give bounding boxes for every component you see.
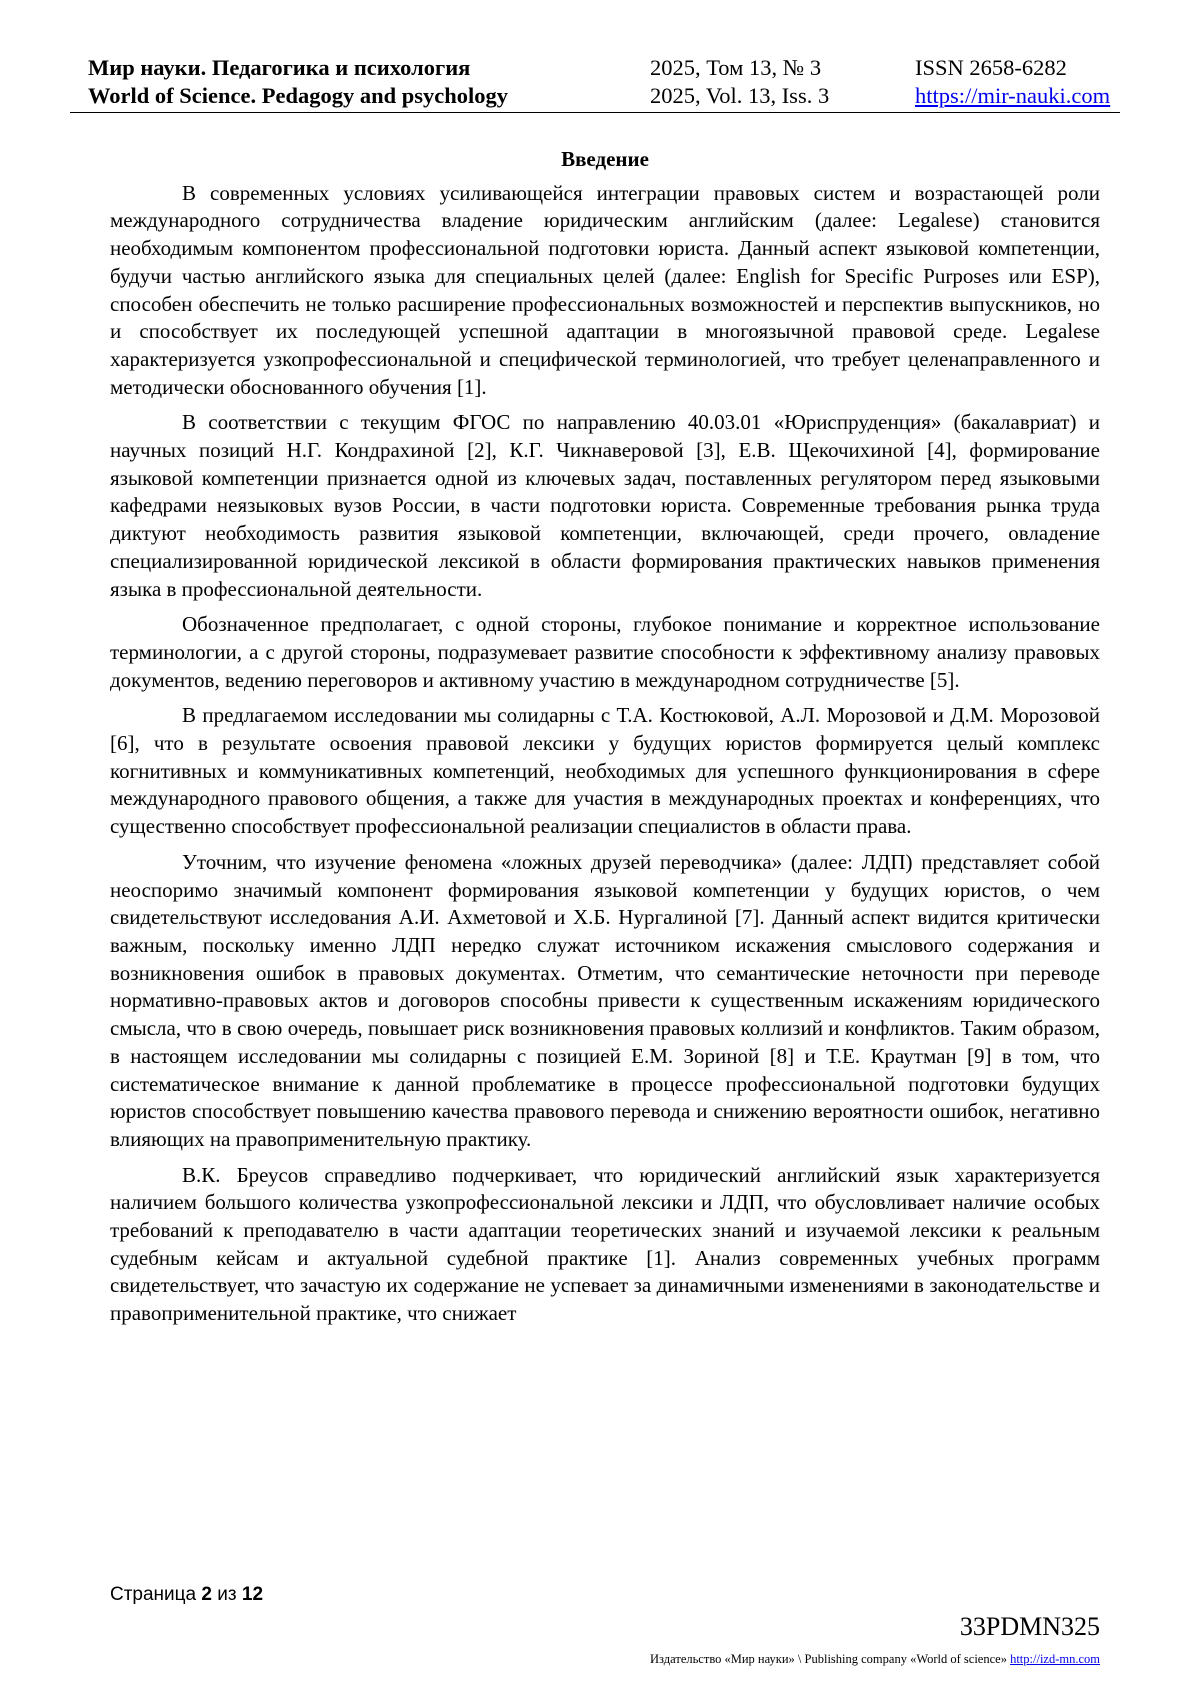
journal-title-ru: Мир науки. Педагогика и психология	[88, 55, 471, 80]
page-number	[110, 1584, 263, 1606]
issue-block	[650, 54, 829, 110]
publisher-link[interactable]: http://izd-mn.com	[1010, 1652, 1100, 1666]
paragraph-3: Обозначенное предполагает, с одной стороны, глубокое понимание и корректное использование терминологии, а с другой стороны, подразумевает развитие способности к эффективному анализу правовых документов, ведению переговоров и активному участию в международном сотрудничестве [5].	[110, 612, 1100, 692]
paragraph-5: Уточним, что изучение феномена «ложных друзей переводчика» (далее: ЛДП) представляет собой неоспоримо значимый компонент формирования языковой компетенции у будущих юристов, о чем свидетельствуют исследования А.И. Ахметовой и Х.Б. Нургалиной [7]. Данный аспект видится критически важным, поскольку именно ЛДП нередко служат источником искажения смыслового содержания и возникновения ошибок в правовых документах. Отметим, что семантические неточности при переводе нормативно-правовых актов и договоров способны привести к существенным искажениям юридического смысла, что в свою очередь, повышает риск возникновения правовых коллизий и конфликтов. Таким образом, в настоящем исследовании мы солидарны с позицией Е.М. Зориной [8] и Т.Е. Краутман [9] в том, что систематическое внимание к данной проблематике в процессе профессиональной подготовки будущих юристов способствует повышению качества правового перевода и снижению вероятности ошибок, негативно влияющих на правоприменительную практику.	[110, 849, 1100, 1151]
paragraph-6: В.К. Бреусов справедливо подчеркивает, что юридический английский язык характеризуется наличием большого количества узкопрофессиональной лексики и ЛДП, что обусловливает наличие особых требований к преподавателю в части адаптации теоретических знаний и изучаемой лексики к реальным судебным кейсам и актуальной судебной практике [1]. Анализ современных учебных программ свидетельствует, что зачастую их содержание не успевает за динамичными изменениями в законодательстве и правоприменительной практике, что снижает	[110, 1162, 1100, 1326]
document-code: 33PDMN325	[959, 1612, 1100, 1641]
issue-en: 2025, Vol. 13, Iss. 3	[650, 83, 830, 108]
publisher-text: Издательство «Мир науки» \ Publishing company «World of science»	[650, 1652, 1007, 1666]
journal-site-link[interactable]: https://mir-nauki.com	[915, 83, 1111, 108]
section-title: Введение	[561, 147, 649, 171]
page-current: 2	[201, 1584, 212, 1605]
page-word: Страница	[110, 1584, 197, 1605]
page-total: 12	[241, 1584, 264, 1605]
journal-title-en: World of Science. Pedagogy and psychology	[88, 83, 509, 108]
journal-header	[70, 48, 1120, 113]
paragraph-1: В современных условиях усиливающейся интеграции правовых систем и возрастающей роли международного сотрудничества владение юридическим английским (далее: Legalese) становится необходимым компонентом профессиональной подготовки юриста. Данный аспект языковой компетенции, будучи частью английского языка для специальных целей (далее: English for Specific Purposes или ESP), способен обеспечить не только расширение профессиональных возможностей и перспектив выпускников, но и способствует их последующей успешной адаптации в многоязычной правовой среде. Legalese характеризуется узкопрофессиональной и специфической терминологией, что требует целенаправленного и методически обоснованного обучения [1].	[110, 180, 1100, 399]
paragraph-2: В соответствии с текущим ФГОС по направлению 40.03.01 «Юриспруденция» (бакалавриат) и научных позиций Н.Г. Кондрахиной [2], К.Г. Чикнаверовой [3], Е.В. Щекочихиной [4], формирование языковой компетенции признается одной из ключевых задач, поставленных регулятором перед языковыми кафедрами неязыковых вузов России, в части подготовки юриста. Современные требования рынка труда диктуют необходимость развития языковой компетенции, включающей, среди прочего, овладение специализированной юридической лексикой в области формирования практических навыков применения языка в профессиональной деятельности.	[110, 410, 1100, 601]
issn: ISSN 2658-6282	[915, 55, 1067, 80]
page-of: из	[217, 1584, 237, 1605]
journal-name-block	[88, 54, 508, 110]
paragraph-4: В предлагаемом исследовании мы солидарны с Т.А. Костюковой, А.Л. Морозовой и Д.М. Морозовой [6], что в результате освоения правовой лексики у будущих юристов формируется целый комплекс когнитивных и коммуникативных компетенций, необходимых для успешного функционирования в сфере международного правового общения, а также для участия в международных проектах и конференциях, что существенно способствует профессиональной реализации специалистов в области права.	[110, 703, 1100, 839]
article-body	[110, 146, 1100, 1336]
issue-ru: 2025, Том 13, № 3	[650, 55, 822, 80]
issn-block	[915, 54, 1110, 110]
publisher-line	[650, 1652, 1100, 1667]
